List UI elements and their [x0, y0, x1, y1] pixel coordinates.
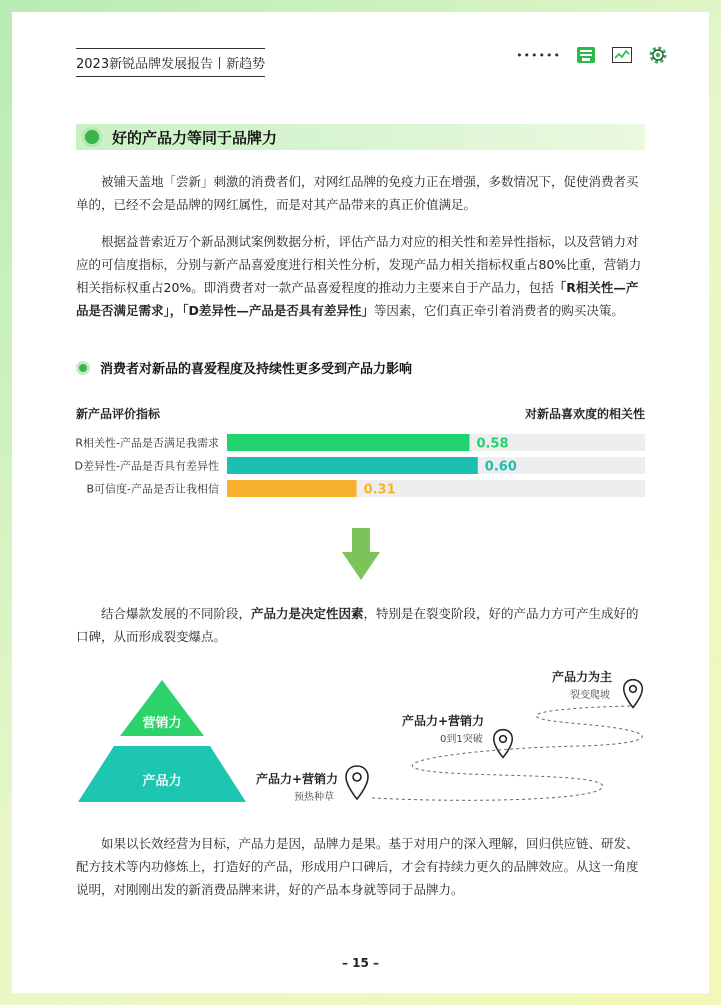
location-pin-icon: [344, 764, 370, 802]
section-bullet-icon: [82, 127, 102, 147]
milestone-2-sub: 0到1突破: [440, 734, 483, 745]
chart-y-label: 新产品评价指标: [76, 407, 161, 421]
location-pin-icon: [622, 678, 644, 710]
milestone-3-sub: 裂变爬坡: [570, 690, 610, 701]
milestone-1-sub: 预热种草: [294, 792, 334, 803]
bar-category-label: R相关性-产品是否满足我需求: [75, 436, 219, 450]
bar: [227, 434, 469, 451]
paragraph-3-bold: 产品力是决定性因素: [251, 606, 364, 621]
chart-icon: [611, 45, 633, 65]
paragraph-3-text-a: 结合爆款发展的不同阶段，: [101, 606, 252, 621]
chart-heading: [76, 358, 412, 377]
dots-icon: ••••••: [516, 48, 561, 62]
paragraph-2-bold: 「R相关性—产品是否满足需求」，「D差异性—产品是否具有差异性」: [76, 280, 639, 318]
paragraph-3: [76, 602, 645, 648]
report-header-title: 2023新锐品牌发展报告丨新趋势: [76, 48, 265, 77]
inbox-icon: [575, 45, 597, 65]
gear-icon: [647, 44, 669, 66]
milestone-1-title: 产品力+营销力: [256, 772, 339, 786]
page-number: – 15 –: [341, 956, 380, 970]
paragraph-2-text-c: 等因素，它们真正牵引着消费者的购买决策。: [373, 303, 624, 318]
bar-chart: [12, 430, 709, 522]
location-pin-icon: [492, 728, 514, 760]
report-page: [12, 12, 709, 993]
paragraph-2-text-a: 根据益普索近万个新品测试案例数据分析，评估产品力对应的相关性和差异性指标，以及营销力对应的可信度指标，分别与新产品喜爱度进行相关性分析，发现产品力相关指标权重占80%比重，营销力相关指标权重占20%。即消费者对一款产品喜爱程度的推动力主要来自于产品力，包括: [76, 234, 642, 295]
bar: [227, 480, 357, 497]
chart-title: 消费者对新品的喜爱程度及持续性更多受到产品力影响: [100, 362, 413, 377]
bar-category-label: D差异性-产品是否具有差异性: [74, 459, 219, 473]
bar-category-label: B可信度-产品是否让我相信: [86, 482, 219, 496]
pyramid-top-label: 营销力: [142, 716, 182, 731]
section-title: 好的产品力等同于品牌力: [112, 128, 278, 147]
milestone-3-title: 产品力为主: [552, 670, 613, 684]
header-icons: [516, 44, 669, 66]
bar-value-label: 0.60: [484, 459, 517, 475]
paragraph-3-text-c: ，特别是在裂变阶段，好的产品力方可产生成好的口碑，从而形成裂变爆点。: [76, 606, 639, 644]
milestone-2-title: 产品力+营销力: [402, 714, 485, 728]
chart-x-label: 对新品喜欢度的相关性: [524, 407, 645, 421]
bar-value-label: 0.58: [476, 436, 509, 452]
chart-bullet-icon: [76, 361, 90, 375]
pyramid-bottom-label: 产品力: [142, 774, 182, 789]
paragraph-4: 如果以长效经营为目标，产品力是因，品牌力是果。基于对用户的深入理解，回归供应链、研发、配方技术等内功修炼上，打造好的产品，形成用户口碑后，才会有持续力更久的品牌效应。从这一角度说明，对刚刚出发的新消费品牌来讲，好的产品本身就等同于品牌力。: [76, 836, 639, 897]
section-heading-bar: [76, 124, 645, 150]
paragraph-2: [76, 230, 645, 322]
bar-value-label: 0.31: [363, 482, 396, 498]
paragraph-1: 被铺天盖地「尝新」刺激的消费者们，对网红品牌的免疫力正在增强，多数情况下，促使消费者买单的，已经不会是品牌的网红属性，而是对其产品带来的真正价值满足。: [76, 174, 639, 212]
bar: [227, 457, 478, 474]
down-arrow-icon: [342, 528, 380, 580]
